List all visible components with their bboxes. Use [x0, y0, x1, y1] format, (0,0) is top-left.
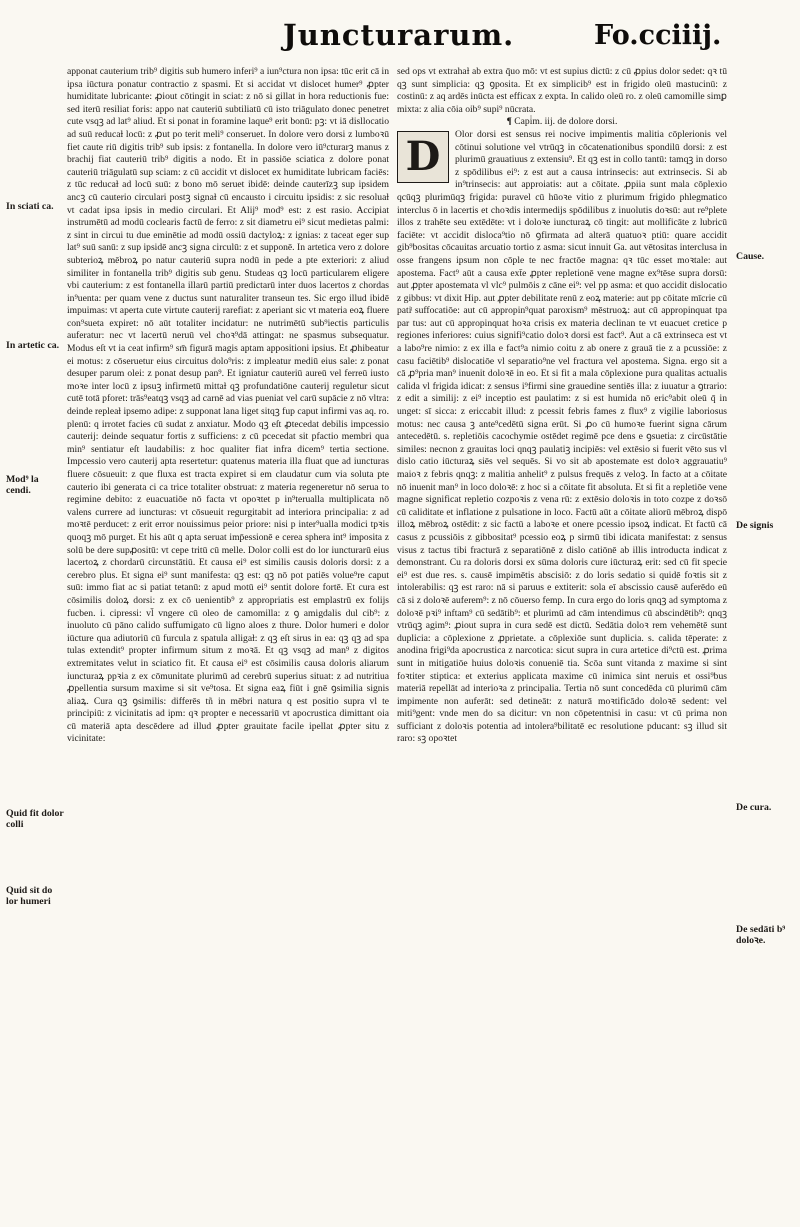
- chapter-heading: [397, 116, 727, 129]
- right-column: [397, 66, 727, 746]
- margin-note-modus-iacendi: Mod⁹ la cendi.: [6, 474, 39, 496]
- left-column-text: apponat cauterium trib⁹ digitis sub humero inferi⁹ a iun⁹ctura non ipsa: tūc erit cā in ipsa iūctura ponatur contractio z spasmi. Et si accidat vt dislocet humer⁹ ꝓpter humiditate lubricante: ꝓiout cōtingit in sciat: z nō si gillat in hora reductionis fue: sed iterū resiliat foris: appo nat cauteriū subtiliatū cū isto triāgulato donec penetret cute vsqꝫ ad lat⁹ aliud. Et si ponat in foramine laque⁹ erit bonū: pꝫ: vt iā disllocatio ad suū reducaƚ locū: z ꝓut po terit meli⁹ conseruet. In dolore vero dorsi z lumboꝛū fiet caute riū digitis trib⁹ sub ipsis: z fontanella. In dolore vero iū⁹cturarꝫ manus z brachij fiat cauteriū trib⁹ digitis a nodo. Et in passiōe sciatica z dolore ponat cauteriū triāgulatū sup sciam: z cū accidit vt dislocet ex humiditate lubricam faciēs: z tūc reducaƚ ad locū suū: z bono mō seruet ibidē: deinde cauterīzꝫ sup ipsidem ancꝫ cū cauterio circulari postꝫ signaƚ cū encausto i circuitu ipsidis: z sic resoluaƚ vt cadat ipsa ipsis in medio circulari. Et Alij⁹ mod⁹ est: z est rasio. Accipiat instrumētū ad modū coclearis factū de ferro: z sit diametru ei⁹ sicut medietas palmi: z sint in circui tu due eminētie ad modū ossiū dactyloꝝ: z ignias: z taceat eger sup lat⁹ suū sanū: z sup ipsidē ancꝫ signa circulū: z et supponē. In artetica vero z dolore subterioꝝ mēbroꝝ po natur cauteriū supra nodū in pede a pte exteriori: z aliud similiter in fontanella trib⁹ digitis sub genu. Studeas qꝫ locū particularem eligere vbi cauterium: z est fontanella illarū partiū predictarū inter duos lacertos z chordas in⁹uenta: per quam vene z ductus sunt naturaliter transeun tes. Sic ergo illud ibidē impuimas: vt aperta cute virtute cauterij rarefiat: z aperiant sic vt materia eoꝝ fluere con⁹sueta expiret: nō aūt totaliter incidatur: ne nutrimētū sub⁹iectis particulis auferatur: nec vt lacertū neruū vel choꝛ⁹dā attingat: ne spasmus subsequatur. Modus eſt vt ia ceat infirm⁹ sm̄ figurā magis aptam appositioni ipsius. Et ꝓhibeatur ei motus: z cōseruetur eius circuitus dolo⁹ris: z impleatur mediū eius sale: z ponat desuper parum olei: z ponat desup pan⁹. Et igniatur cauteriū aureū vel ferreū iusto moꝛe inter locū z ipsuꝫ infirmetū mittaƚ qꝫ profundatiōne cauterij reguletur sicut cutē totā pforet: trās⁹eatqꝫ vsqꝫ ad carnē ad vias pueniat vel carū supācie z nō vltra: deinde repleaƚ ipsemo adipe: z supponat lana liget sitqꝫ fup caput infirmi vas aq. ro. plenū: q irrotet facies cū sudat z anxiatur. Modo qꝫ eſt ꝓtecedat debilis impcessio cauterij: deinde sequatur fortis z sufficiens: z cū pcecedat sit pfactio membri qua min⁹ sentiatur eſt laudabilis: z hoc qualiter fiat infra dicem⁹ tertia sectione. Impcessio vero cauterij apta resertetur: quatenus materia illa fluat que ad iuncturas fluere cōsueuit: z que fluxa est tracta expiret si em claudatur cum via soluta pte cauterio ibi generata ci ca trice totaliter obstruat: z materia regeneretur nō serua to regimine debito: z euacuatiōe nō facta vt opoꝛtet p in⁹terualla multiplicata nō valens currere ad iuncturas: vt cōsueuit regurgitabit ad interiora principalia: z ad moꝛtē perducet: z erit error nouissimus peior priore: nisi p inter⁹ualla modici tpꝛis quoqꝫ mō purget. Et his aūt q apta seruat imp̄essionē e cerea sphera int⁹ imposita z solū be dere supꝓositū: vt cepe tritū cū melle. Dolor colli est do lor iuncturarū eius lacertoꝝ z chordarū circunstātiū. Et causa ei⁹ est similis causis doloris dorsi: z a cerebro plus. Et signa ei⁹ sunt manifesta: qꝫ est: qꝫ nō pot patiēs volue⁹re caput suū: immo fiat ac si patiat tetanū: z apud motū ei⁹ sentit dolore fortē. Et cura est cōsimilis doloꝝ dorsi: z ex cō uenientib⁹ z appropriatis est emplastrū ex folijs fucben. i. cipressi: vl̄ vngere cū oleo de camomilla: z ꝯ amigdalis dul cib⁹: z inuoluto cū pāno calido suffumigato cū ligno aloes z thure. Dolor humeri e dolor iūcture qua adiutoriū cū furcula z spatula alligaƚ: z qꝫ eſt sirus in ea: qꝫ qꝫ ad spa tulas extendit⁹ propter infirmum situm z moꝛā. Et qꝫ vsqꝫ ad man⁹ z digitos extremitates velut in sciatico fit. Et causa ei⁹ est cōsimilis causa doloris aliarum iuncturaꝝ ppꝛia z ex cōmunitate plurimū ad cerebrū superius situat: z ad nutritiua ꝓpellentia sursum maxime si sit ve⁹tosa. Et signa eaꝝ fiūt i gnē ꝯsimilia signis aliaꝝ. Cura qꝫ ꝯsimilis: differēs tñ in mēbri natura q est positio supra vl te principiū: z vicinitatis ad ipm: qꝛ propter e necessariū vt apocrustica dimittant oia cū materiā apta descēdere ad illud ꝓpter grauitate facile ipellat ꝓpter situ z vicinitate:: [67, 66, 389, 745]
- right-column-intro: sed ops vt extrahaƚ ab extra q̄uo mō: vt est supius dictū: z cū ꝓpius dolor sedet: qꝛ tū qꝫ sunt simplicia: qꝫ ꝯposita. Et ex simplicib⁹ est in frigido oleū mastucinū: z costinū: z aq ardēs inūcta est efficax z expta. In calido oleū ro. z oleū camomille simꝑ mixta: z alia cōia oib⁹ supi⁹ nūcrata.: [397, 66, 727, 115]
- margin-note-de-signis: De signis: [736, 520, 774, 531]
- margin-note-dolor-humeri: Quid sit do lor humeri: [6, 885, 53, 907]
- pilcrow-icon: ¶: [506, 116, 515, 128]
- right-column-body: [397, 129, 727, 746]
- margin-note-cause: Cause.: [736, 251, 765, 262]
- drop-initial-d: D: [397, 131, 449, 183]
- margin-note-de-sedativis: De sedāti b⁹ doloꝛe.: [736, 924, 786, 946]
- margin-note-dolor-colli: Quid fit dolor colli: [6, 808, 64, 830]
- running-title: Juncturarum.: [283, 18, 515, 52]
- margin-note-sciatica: In sciati ca.: [6, 201, 54, 212]
- right-column-body-text: Olor dorsi est sensus rei nocive impimentis malitia cōplerionis vel cōtinui solutione vel vtrūqꝫ in cōcatenationibus spondilū dorsi: z est plurimū grauatiuus z extensiu⁹. Et qꝫ est in collo tantū: tamqꝫ in dorso z spōdilibus ei⁹: z est aut a causa intrinsecis: aut extrinsecis. Si ab in⁹trinsecis: aut approiatis: aut a cōitate. ꝓpiia sunt mala cōplexio qcūqꝫ plurimūqꝫ frigida: puravel cū hūoꝛe vitio z plurimum frigido phlegmatico interclus ō in lacertis et choꝛdis intermedijs spōdilibus z inuolutis doꝛsū: aut re⁹plete illos z trahēte seu extēdēte: vt i doloꝛe iuncturaꝝ cō tingit: aut mollificāte z lubricū faciēte: vt accidit disloca⁹tio nō ꝯfirmata ad alterā quatuoꝛ ptiū: quare accidit gib⁹bositas cōcauitas arcuatio tortio z asma: sicut innuit Ga. aut vētositas interclusa in osse frangens ipsum non cōple te nec fractōe magna: qꝛ tūc esset moꝛtale: aut apostema. Fact⁹ aūt a causa ext̄e ꝓpter repletionē vene magne ex⁹tēse supra dorsū: aut ꝓpter apostemata vl vlc⁹ pulmōis z cāne ei⁹: vel pp asma: et quo accidit dislocatio z gibbus: vt dixit Hip. aut ꝓpter debilitate renū z eoꝝ materie: aut pp cōitate mīcrie cū patiͭ suffocatiōe: aut cū appropin⁹quat paroxism⁹ mēstruoꝝ: aut cū appropinquat tpa par tus: aut cū appropinquat hoꝛa crisis ex materia declinan te vt euacuet cretice p regiones inferiores: cuius signifi⁹catio doloꝛ dorsi est fact⁹. Aut a cā extrinseca est vt a labo⁹re nimio: z ex illa e fact⁹a nimio coitu z ab onere z grauā tie z a pcussiōe: z casu faciētib⁹ dislocatiōe vl separatio⁹ne vel fractura vel apostema. Signa. ergo sit a cā ꝓ⁹pria man⁹ inuenit doloꝛē in eo. Et si fit a mala cōplexione pura qualitas actualis calida vl frigida idicat: z sensus i⁹firmi sine grauedine sentiēs illa: z iuuatur a ꝯtrario: z edit a similij: z ei⁹ inceptio est paulatim: z si est humida nō eric⁹abit oleū q̄ in unget: sī sicca: z ericcabit illud: z pcessit febris fames z flux⁹ z vigilie laboriosus motus: nec causa ꝫ ante⁹cedētū signa erūt. Si ꝓo cū humoꝛe fuerint signa cārum antecedētū. s. repletiōis cacochymie ostēdet regimē pce dens e ꝯsuetia: z circūstātie similes: necnon z grauitas loci qnqꝫ paulatiꝫ incipiēs: vel extēsio si fuerit vēto sus vl dislo catio iūcturaꝝ siēs vel sequēs. Si vo sit ab apostemate est doloꝛ aggrauatiu⁹ maioꝛ z febris qnqꝫ: z malitia anhelit⁹ z pulsus frequēs z veloꝫ. In facto at a cōitate nō inuenit man⁹ in loco doloꝛē: z hoc si a cōitate fit absoluta. Et si fit a repletiōe vene magne significat repletio cozpoꝛis z vena rū: z extēsio doloꝛis in toto cozpe z doꝛsō cū caliditate et inflatione z pulsatione in loco. Factū aūt a cōitate aliorū mēbroꝝ dispō illoꝝ mēbroꝝ ostēdit: z sic factū a laboꝛe et onere pcessio ipsoꝝ indicat. Et factū cā casus z pcussiōis z gibbositat⁹ pcessio eoꝝ p sirmū tibi idicata manifestat: z sensus visus z tactus tibi fracturā z separatiōnē z dislo catiōnē ab illis introducta indicat z demonstrant. Cu ra doloris dorsi ex sūma doloris cure iūcturaꝝ erit: sed cū fit specie ei⁹ est due res. s. causē impimētis abscisiō: z do loris sedatio si quidē foꝛtis sit z intolerabilis: qꝫ est raro: nā si paruus e extiterit: sola eī abscissio causē auferēdo eū cā si z doloꝛē auferem⁹: z nō cōuerso femp. In cura ergo do loris qnqꝫ ad symptoma z doloꝛē pꝛi⁹ inftam⁹ cū sedātib⁹: et plurimū ad cām intendimus cū abscindētib⁹: qnqꝫ vtrūqꝫ agim⁹: ꝓiout supra in cura sedē est dictū. Sedātia doloꝛ rem vehemētē sunt duplicia: a cōplexione z ꝓprietate. a cōplexiōe sunt duplicia. s. calida tēperate: z anodina frigi⁹da apocrustica z narcotica: sicut supra in cura artetice di⁹ctū est. ꝓrima sunt in mitigatiōe huius doloꝛis conueniē tia. Scōa sunt vitanda z maxime si sint foꝛtiter stiptica: et exterius applicata maxime cū inimica sint neruis et ossi⁹bus materiā repellāt ad interioꝛa z principalia. Tertia nō sunt concedēda cū plurimū cām impimente non auferāt: sed detineāt: z naturā moꝛtificādo doloꝛē sedent: vel miti⁹gent: vnde men do sa dicitur: vn non cōpetentnisi in casu: vt cū prima non sufficiant z doloꝛis potentia ad intolera⁹bilitatē ec resolutione pducant: sꝫ illud sit raro: sꝫ opoꝛtet: [397, 128, 727, 745]
- chapter-heading-text: Capi̇m. iij. de dolore dorsi.: [514, 116, 618, 128]
- margin-note-artetica: In artetic ca.: [6, 340, 60, 351]
- folio-number: Fo.cciiij.: [594, 20, 722, 51]
- margin-note-de-cura: De cura.: [736, 802, 772, 813]
- left-column: [67, 66, 389, 746]
